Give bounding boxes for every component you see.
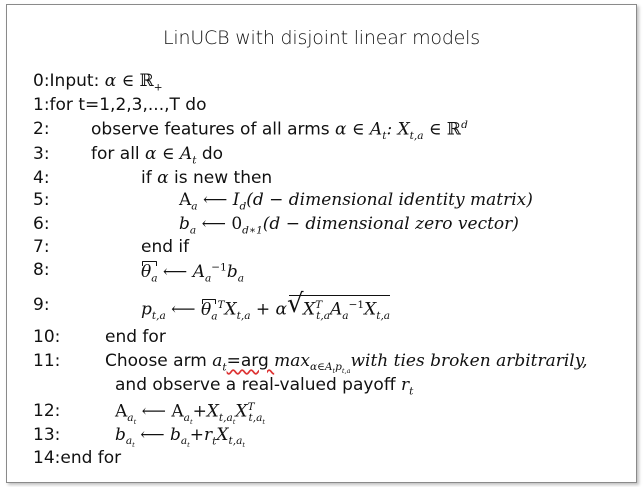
- sub-t: t: [189, 418, 193, 427]
- line-4-text: is new then: [168, 168, 273, 188]
- A-subscript: t: [382, 130, 387, 143]
- sub-ta: t,a: [248, 412, 263, 425]
- theta-hat: [201, 298, 218, 322]
- A-subscript: a: [191, 200, 198, 213]
- theta-subscript: a: [151, 272, 158, 285]
- line-8-theta: [33, 260, 244, 285]
- assign-zero: ⟵ 0: [196, 214, 243, 234]
- line-0-label: 0:Input:: [33, 71, 105, 91]
- line-10-label: 10:: [33, 327, 61, 347]
- sub-a: a: [180, 435, 188, 448]
- line-5-init-A: [33, 190, 533, 213]
- do-keyword: do: [196, 144, 224, 164]
- zero-vector-note: (d − dimensional zero vector): [262, 214, 519, 234]
- line-2-label: 2:: [33, 119, 50, 139]
- alpha-in-A: α ∈ A: [145, 144, 193, 164]
- line-2-text: observe features of all arms: [91, 119, 336, 140]
- inverse-superscript: −1: [211, 261, 227, 274]
- reals-symbol: ℝ: [139, 71, 154, 91]
- theta-symbol: θ: [141, 262, 152, 282]
- line-6-label: 6:: [33, 214, 50, 234]
- theta-symbol: θ: [200, 299, 212, 320]
- feature-X: : X: [386, 119, 410, 140]
- b-subscript: [125, 435, 135, 450]
- zero-subscript: d∗1: [242, 224, 263, 237]
- line-7-endif: [33, 237, 190, 257]
- sub-t: t: [133, 418, 137, 427]
- line-4-label: 4:: [33, 168, 50, 188]
- line-14-endfor: [33, 448, 121, 468]
- feature-X: X: [303, 299, 316, 320]
- plus-r: +r: [189, 425, 213, 445]
- X-subscript: [228, 435, 245, 450]
- alpha-symbol: α: [157, 168, 169, 188]
- feature-X: X: [235, 401, 248, 422]
- theta-hat: [141, 260, 158, 284]
- sub-t: t: [242, 441, 245, 450]
- sub-t: t: [232, 418, 236, 427]
- X-subscript: t,a: [376, 310, 391, 323]
- choose-arm-text: Choose arm: [105, 351, 213, 371]
- sub-t: t: [132, 441, 135, 450]
- inverse-superscript: −1: [348, 299, 365, 311]
- vector-b: b: [115, 425, 126, 445]
- matrix-A: A: [179, 190, 192, 210]
- line-14-text: 14:end for: [33, 448, 122, 468]
- identity-I: I: [232, 190, 240, 210]
- vector-b: b: [226, 262, 238, 282]
- line-5-label: 5:: [33, 190, 50, 210]
- line-7-label: 7:: [33, 237, 50, 257]
- A-subscript: [183, 412, 193, 427]
- feature-X: X: [216, 425, 229, 445]
- assign-A: ⟵ A: [136, 401, 184, 422]
- X-subscript: t,a: [409, 130, 424, 143]
- plus-X: +X: [192, 401, 219, 422]
- sub-t: t: [187, 441, 190, 450]
- in-reals: ∈ ℝ: [423, 119, 462, 140]
- line-6-init-b: [33, 214, 519, 237]
- p-subscript: t,a: [151, 310, 166, 323]
- line-13-label: 13:: [33, 425, 61, 445]
- r-subscript: t: [409, 385, 414, 398]
- line-3-text: for all: [91, 144, 146, 164]
- sub-ta: t,a: [228, 435, 243, 448]
- A-subscript: a: [205, 272, 212, 285]
- line-10-endfor: [33, 327, 166, 347]
- r-subscript: t: [212, 435, 217, 448]
- max-sub-p: p: [335, 361, 342, 374]
- line-1-for: [33, 95, 207, 115]
- theta-subscript: a: [211, 310, 218, 323]
- sub-a: a: [125, 435, 133, 448]
- line-12-update-A: [33, 401, 266, 427]
- alpha-symbol: α: [104, 71, 117, 91]
- sub-t: t: [262, 418, 266, 427]
- identity-note: (d − dimensional identity matrix): [246, 190, 533, 210]
- end-for-keyword: end for: [105, 327, 166, 347]
- b-subscript: a: [189, 224, 197, 237]
- line-3-forall: [33, 144, 224, 167]
- X-subscript: t,a: [316, 310, 331, 323]
- argmax-text: =arg: [226, 351, 275, 371]
- A-subscript: [127, 412, 137, 427]
- ties-text: with ties broken arbitrarily,: [350, 351, 588, 371]
- b-subscript: a: [237, 272, 244, 285]
- A-subscript: t: [192, 154, 197, 167]
- line-0-input: [33, 71, 163, 93]
- assign-A: ⟵ A: [157, 262, 205, 282]
- reward-r: r: [400, 375, 410, 395]
- line-4-ifnew: [33, 168, 273, 188]
- transpose-superscript: T: [217, 299, 225, 311]
- end-if-keyword: end if: [141, 237, 190, 257]
- b-subscript: [180, 435, 190, 450]
- feature-X: X: [224, 299, 237, 320]
- sub-ta: t,a: [218, 412, 233, 425]
- slide-title: [7, 27, 636, 49]
- line-13-update-b: [33, 425, 245, 450]
- sub-a: a: [127, 412, 134, 425]
- payoff-text: and observe a real-valued payoff: [115, 375, 401, 395]
- X-subscript: [248, 412, 266, 427]
- line-8-label: 8:: [33, 260, 50, 280]
- transpose-superscript: T: [315, 299, 323, 311]
- max-sub-ta: t,a: [341, 367, 351, 376]
- sub-a: a: [183, 412, 190, 425]
- feature-X: X: [364, 299, 377, 320]
- line-1-text: 1:for t=1,2,3,...,T do: [33, 95, 207, 115]
- assign-arrow: ⟵: [165, 299, 201, 320]
- plus-alpha: + α: [250, 299, 288, 320]
- d-superscript: d: [461, 119, 468, 131]
- A-subscript: a: [342, 310, 349, 323]
- max-sub-t: t: [332, 367, 336, 376]
- algorithm-slide: [6, 4, 637, 483]
- X-subscript: t,a: [236, 310, 251, 323]
- plus-subscript: +: [153, 81, 163, 94]
- line-12-label: 12:: [33, 401, 61, 421]
- max-subscript: [310, 361, 351, 376]
- line-2-observe: [33, 119, 468, 143]
- matrix-A: A: [115, 401, 128, 422]
- transpose-superscript: T: [247, 401, 255, 413]
- in-symbol: ∈: [116, 71, 140, 91]
- alpha-in-A: α ∈ A: [335, 119, 383, 140]
- arm-a: a: [212, 351, 223, 371]
- max-sub-set: α∈A: [310, 361, 333, 374]
- line-11-payoff: [115, 375, 413, 397]
- line-11-label: 11:: [33, 351, 61, 371]
- assign-b: ⟵ b: [134, 425, 181, 445]
- matrix-A: A: [330, 299, 343, 320]
- sqrt-expression: [289, 295, 390, 322]
- I-subscript: d: [239, 200, 247, 213]
- max-operator: max: [274, 351, 311, 371]
- vector-b: b: [179, 214, 190, 234]
- line-9-ucb: [33, 295, 391, 323]
- line-3-label: 3:: [33, 144, 50, 164]
- p-symbol: p: [141, 299, 152, 320]
- X-subscript: [218, 412, 236, 427]
- title-text: LinUCB with disjoint linear models: [163, 27, 480, 49]
- if-keyword: if: [141, 168, 158, 188]
- a-subscript: t: [222, 361, 227, 374]
- line-9-label: 9:: [33, 295, 50, 315]
- assign-arrow: ⟵: [197, 190, 233, 210]
